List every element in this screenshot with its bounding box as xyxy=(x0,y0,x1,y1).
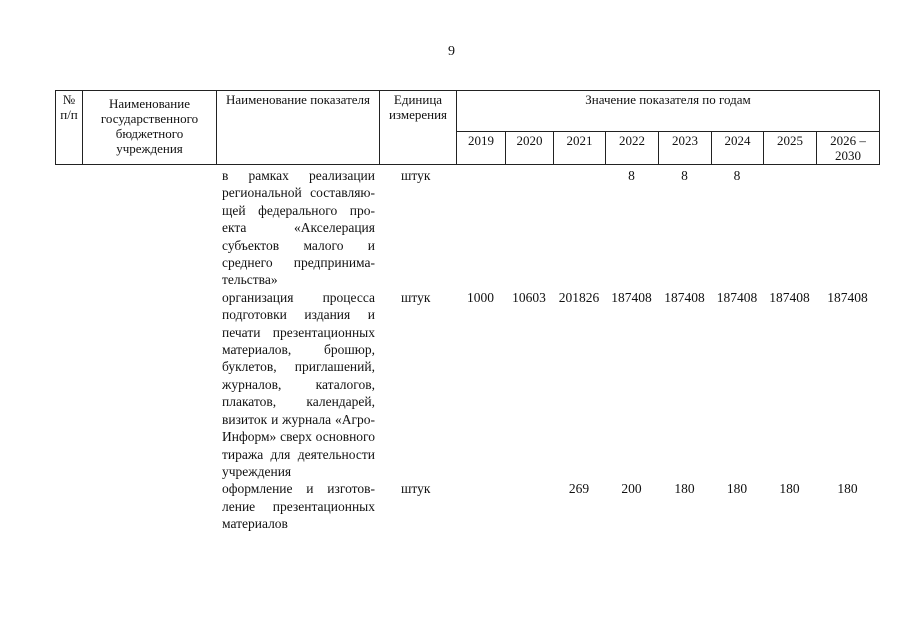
header-year: 2021 xyxy=(554,132,606,165)
header-unit: Единица измерения xyxy=(380,91,457,165)
header-values: Значение показателя по годам xyxy=(457,91,880,132)
header-year: 2019 xyxy=(457,132,506,165)
value-cell xyxy=(763,167,816,289)
value-cell: 269 xyxy=(568,481,590,497)
header-year: 2020 xyxy=(506,132,554,165)
value-cell: 187408 xyxy=(611,289,652,305)
indicator-name: оформление и изготовление презентационных материалов xyxy=(222,481,375,532)
value-cell xyxy=(553,167,605,289)
value-cell: 201826 xyxy=(558,289,600,305)
table-header xyxy=(55,90,880,165)
header-year: 2025 xyxy=(764,132,817,165)
header-year: 2024 xyxy=(712,132,764,165)
value-cell: 180 xyxy=(674,481,695,497)
header-number: № п/п xyxy=(56,91,83,165)
value-cell: 187408 xyxy=(716,289,758,305)
value-cell xyxy=(456,480,505,532)
value-cell xyxy=(456,167,505,289)
value-cell: 200 xyxy=(621,481,642,497)
value-cell: 187408 xyxy=(769,289,810,305)
value-cell: 10603 xyxy=(512,289,546,305)
value-cell: 8 xyxy=(628,168,635,183)
header-year: 2023 xyxy=(659,132,712,165)
table-row xyxy=(55,289,879,480)
indicator-name: в рамках реализации региональной составляющей федерального проекта «Акселерация субъектов малого и среднего предпринимательства» xyxy=(222,168,375,288)
table-body xyxy=(55,167,879,533)
value-cell: 8 xyxy=(681,168,688,183)
header-indicator: Наименование показателя xyxy=(217,91,380,165)
value-cell: 180 xyxy=(837,481,858,497)
value-cell: 8 xyxy=(733,168,741,183)
table-row xyxy=(55,480,879,532)
value-cell: 1000 xyxy=(467,289,494,305)
page-number: 9 xyxy=(448,44,455,59)
value-cell xyxy=(816,167,879,289)
unit-cell: штук xyxy=(401,481,431,497)
value-cell: 187408 xyxy=(664,289,705,305)
unit-cell: штук xyxy=(401,168,431,183)
value-cell: 180 xyxy=(726,481,748,497)
table-row xyxy=(55,167,879,289)
unit-cell: штук xyxy=(401,289,431,305)
header-year: 2022 xyxy=(606,132,659,165)
value-cell: 187408 xyxy=(827,289,868,305)
header-institution: Наименование государственного бюджетного учреждения xyxy=(83,91,217,165)
header-year: 2026 – 2030 xyxy=(817,132,880,165)
value-cell xyxy=(505,167,553,289)
indicator-name: организация процесса подготовки издания и печати презентационных материалов, брошюр, буклетов, приглашений, журналов, каталогов, плакатов, календарей, визиток и журнала «Агро-Информ» сверх основного тиража для деятельности учреждения xyxy=(222,289,375,479)
value-cell: 180 xyxy=(779,481,800,497)
value-cell xyxy=(505,480,553,532)
